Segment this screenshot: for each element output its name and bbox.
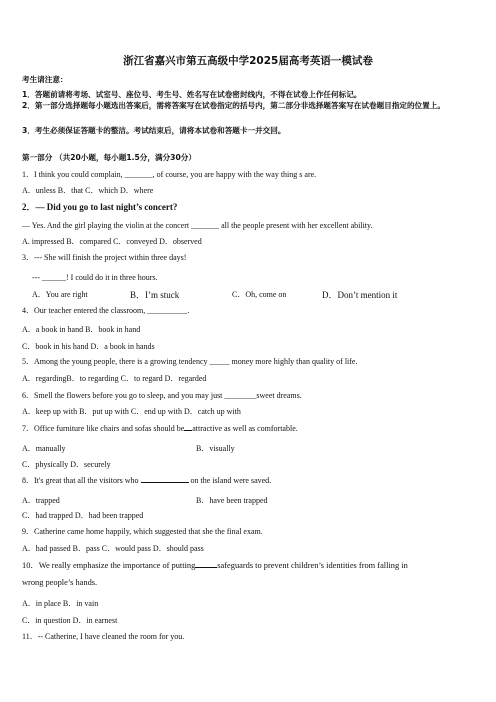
question-stem (22, 423, 476, 434)
answer-blank (195, 560, 217, 568)
question-stem: 5．Among the young people, there is a growing tendency _____ money more highly than quality of life. (22, 357, 358, 366)
option-b: B．visually (196, 444, 235, 453)
option-b: B．have been trapped (196, 496, 268, 505)
option-a: A．You are right (32, 290, 88, 299)
option-a: A．trapped (22, 496, 60, 505)
question-stem-text: 7．Office furniture like chairs and sofas should be (22, 424, 185, 433)
question-options: A．unless B．that C．which D．where (22, 186, 154, 195)
answer-blank (141, 475, 189, 483)
question-options-row1: A．in place B．in vain (22, 599, 99, 608)
question-stem-text: 8．It's great that all the visitors who (22, 476, 139, 485)
question-stem-line2: — Yes. And the girl playing the violin at the concert _______ all the people present with her excellent ability. (22, 221, 373, 230)
notice-item-2: 2．第一部分选择题每小题选出答案后，需将答案写在试卷指定的括号内，第二部分非选择题答案写在试卷题目指定的位置上。 (22, 101, 445, 110)
option-b: B．I’m stuck (130, 290, 180, 300)
question-stem: 11．-- Catherine, I have cleaned the room for you. (22, 632, 185, 641)
option-c: C．Oh, come on (232, 290, 287, 299)
question-stem-text-end: on the island were saved. (190, 476, 272, 485)
question-stem (22, 475, 476, 486)
notice-item-3: 3．考生必须保证答题卡的整洁。考试结束后，请将本试卷和答题卡一并交回。 (22, 126, 286, 135)
question-options: A．keep up with B．put up with C．end up with D．catch up with (22, 407, 241, 416)
question-stem-text: 10．We really emphasize the importance of putting (22, 561, 196, 570)
notice-heading: 考生请注意： (22, 75, 68, 84)
question-options-row2: C．had trapped D．had been trapped (22, 511, 144, 520)
question-options: A. impressed B．compared C．conveyed D．observed (22, 237, 202, 246)
question-options-row2: C．physically D．securely (22, 460, 111, 469)
question-stem: 3．--- She will finish the project within three days! (22, 253, 187, 262)
question-stem-line2: --- ______! I could do it in three hours. (32, 273, 158, 282)
question-options-row2: C．book in his hand D．a book in hands (22, 342, 155, 351)
notice-item-1: 1．答题前请将考场、试室号、座位号、考生号、姓名写在试卷密封线内，不得在试卷上作任何标记。 (22, 90, 362, 99)
question-stem-text-end: safeguards to prevent children’s identities from falling in (217, 561, 408, 570)
question-stem: 6．Smell the flowers before you go to sleep, and you may just ________sweet dreams. (22, 391, 302, 400)
question-options: A．had passed B．pass C．would pass D．should pass (22, 544, 204, 553)
question-stem: 4．Our teacher entered the classroom, __________. (22, 306, 190, 315)
question-options-row2: C．in question D．in earnest (22, 616, 118, 625)
question-stem (22, 560, 476, 571)
question-stem: 1．I think you could complain, _______, of course, you are happy with the way thing s are. (22, 170, 317, 179)
page-title: 浙江省嘉兴市第五高级中学2025届高考英语一模试卷 (123, 55, 373, 67)
question-stem-text-end: attractive as well as comfortable. (192, 424, 298, 433)
question-stem-line2: wrong people’s hands. (22, 578, 98, 587)
question-stem: 2．— Did you go to last night’s concert? (22, 202, 178, 212)
option-a: A．manually (22, 444, 66, 453)
question-stem: 9．Catherine came home happily, which suggested that she the final exam. (22, 527, 263, 536)
question-options-row1: A．a book in hand B．book in hand (22, 325, 141, 334)
section-heading: 第一部分 （共20小题，每小题1.5分，满分30分） (22, 153, 196, 162)
question-options: A．regardingB．to regarding C．to regard D．regarded (22, 374, 207, 383)
option-d: D．Don’t mention it (322, 290, 398, 300)
